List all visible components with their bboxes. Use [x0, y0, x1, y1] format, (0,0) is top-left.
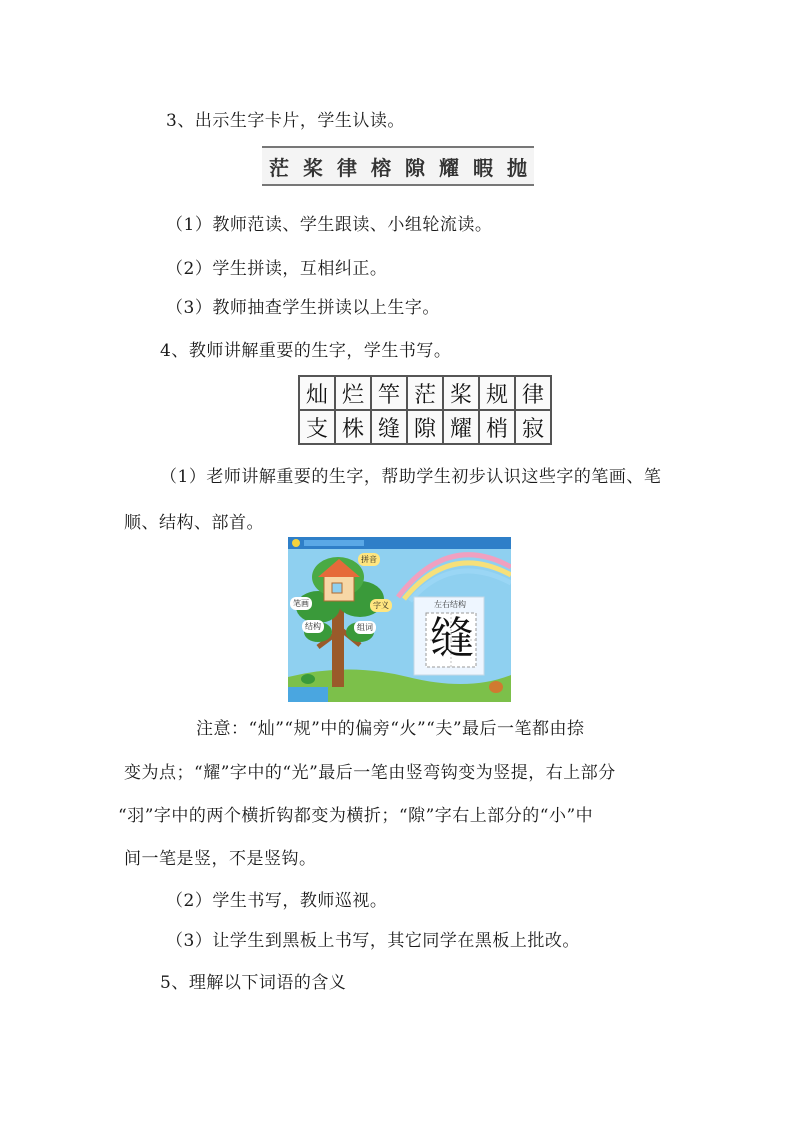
grid-cell: 株 — [335, 410, 371, 444]
big-character: 缝 — [430, 613, 474, 664]
grid-cell: 灿 — [299, 376, 335, 410]
section-4-heading: 4、教师讲解重要的生字，学生书写。 — [160, 341, 452, 361]
section-4-step-3: （3）让学生到黑板上书写，其它同学在黑板上批改。 — [166, 931, 580, 951]
menu-label-meaning[interactable]: 字义 — [370, 599, 392, 612]
character-card-strip — [262, 146, 534, 186]
grid-cell: 梢 — [479, 410, 515, 444]
card-char: 隙 — [405, 155, 425, 180]
grid-cell: 律 — [515, 376, 551, 410]
section-3-step-3: （3）教师抽查学生拼读以上生字。 — [166, 298, 440, 318]
section-5-heading: 5、理解以下词语的含义 — [160, 973, 347, 993]
section-4-step-1-line-2: 顺、结构、部首。 — [124, 513, 264, 533]
card-char: 抛 — [507, 155, 527, 180]
grid-cell: 寂 — [515, 410, 551, 444]
grid-cell: 缝 — [371, 410, 407, 444]
grid-cell: 桨 — [443, 376, 479, 410]
card-char: 榕 — [371, 155, 391, 180]
section-3-step-2: （2）学生拼读，互相纠正。 — [166, 259, 388, 279]
grid-cell: 竿 — [371, 376, 407, 410]
note-line-1: 注意：“灿”“规”中的偏旁“火”“夫”最后一笔都由捺 — [196, 719, 585, 739]
grid-cell: 隙 — [407, 410, 443, 444]
grid-cell: 烂 — [335, 376, 371, 410]
note-line-3: “羽”字中的两个横折钩都变为横折；“隙”字右上部分的“小”中 — [118, 806, 594, 826]
menu-label-words[interactable]: 组词 — [354, 621, 376, 634]
character-grid — [298, 375, 552, 445]
grid-row — [299, 376, 551, 410]
card-char: 耀 — [439, 155, 459, 180]
section-4-step-1-line-1: （1）老师讲解重要的生字，帮助学生初步认识这些字的笔画、笔 — [160, 467, 662, 487]
grid-cell: 茫 — [407, 376, 443, 410]
stroke-lesson-illustration — [288, 537, 511, 702]
note-line-4: 间一笔是竖，不是竖钩。 — [124, 849, 317, 869]
menu-label-structure[interactable]: 结构 — [302, 620, 324, 633]
card-char: 暇 — [473, 155, 493, 180]
structure-label: 左右结构 — [434, 600, 466, 609]
menu-label-strokes[interactable]: 笔画 — [290, 597, 312, 610]
card-char: 桨 — [303, 155, 323, 180]
card-char: 律 — [337, 155, 357, 180]
grid-row — [299, 410, 551, 444]
grid-cell: 支 — [299, 410, 335, 444]
grid-cell: 规 — [479, 376, 515, 410]
section-3-heading: 3、出示生字卡片，学生认读。 — [166, 111, 405, 131]
section-4-step-2: （2）学生书写，教师巡视。 — [166, 891, 388, 911]
card-char: 茫 — [269, 155, 289, 180]
section-3-step-1: （1）教师范读、学生跟读、小组轮流读。 — [166, 215, 493, 235]
note-line-2: 变为点；“耀”字中的“光”最后一笔由竖弯钩变为竖提，右上部分 — [124, 763, 616, 783]
grid-cell: 耀 — [443, 410, 479, 444]
menu-label-pinyin[interactable]: 拼音 — [358, 553, 380, 566]
